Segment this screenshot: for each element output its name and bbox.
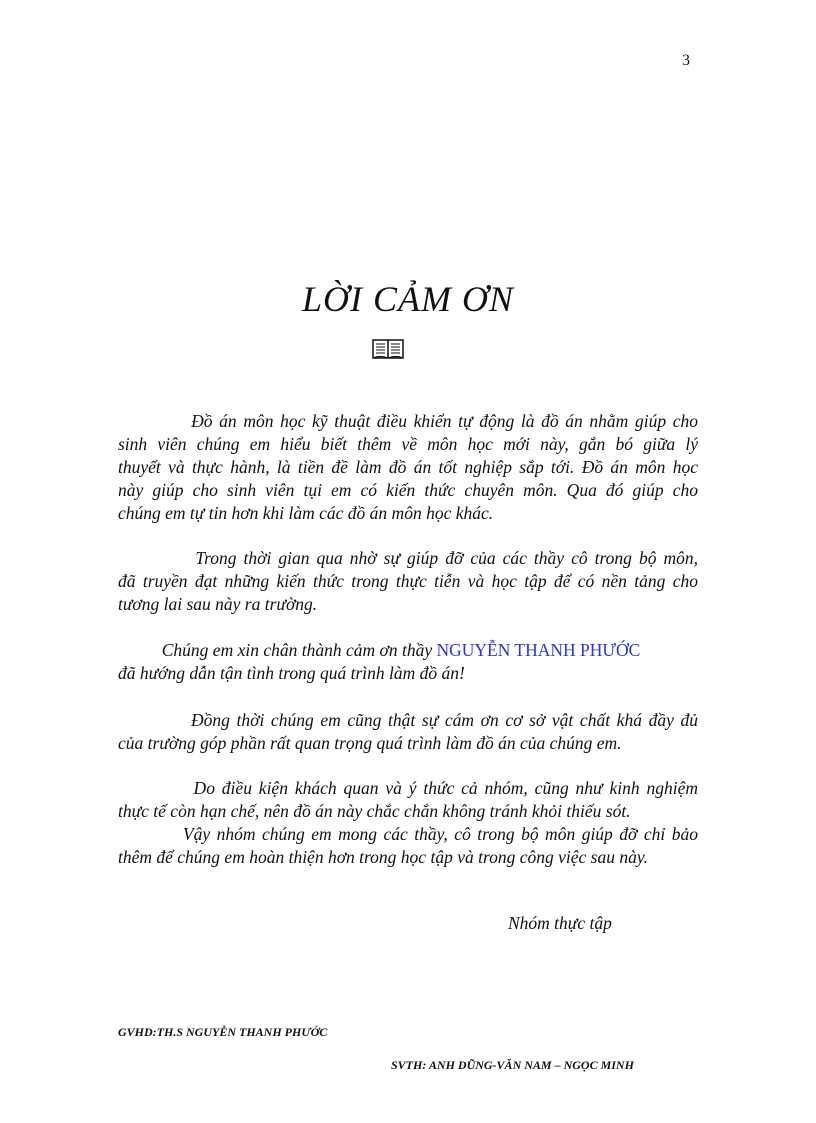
paragraph-line: Vậy nhóm chúng em mong các thầy, cô trong bộ môn giúp đỡ chỉ bảo <box>118 824 698 844</box>
paragraph-line: đã hướng dẫn tận tình trong quá trình làm đồ án! <box>118 663 465 683</box>
footer-advisor: GVHD:TH.S NGUYỄN THANH PHƯỚC <box>118 1025 328 1039</box>
page-number: 3 <box>682 52 690 69</box>
open-book-icon <box>372 338 404 360</box>
paragraph-line: chúng em tự tin hơn khi làm các đồ án môn học khác. <box>118 503 494 523</box>
teacher-name: NGUYỄN THANH PHƯỚC <box>436 640 641 660</box>
paragraph-line: thêm để chúng em hoàn thiện hơn trong học tập và trong công việc sau này. <box>118 847 649 867</box>
signature: Nhóm thực tập <box>508 913 612 933</box>
page-title: LỜI CẢM ƠN <box>301 279 514 319</box>
paragraph-line: Đồng thời chúng em cũng thật sự cám ơn cơ sở vật chất khá đầy đủ <box>118 710 698 730</box>
paragraph-line: thực tế còn hạn chế, nên đồ án này chắc chắn không tránh khỏi thiếu sót. <box>118 801 631 821</box>
paragraph-line: của trường góp phần rất quan trọng quá trình làm đồ án của chúng em. <box>118 733 622 753</box>
paragraph-intro <box>118 410 698 525</box>
paragraph-line: đã truyền đạt những kiến thức trong thực tiễn và học tập để có nền tảng cho <box>118 571 698 591</box>
paragraph-line: tương lai sau này ra trường. <box>118 594 318 614</box>
paragraph-line: sinh viên chúng em hiểu biết thêm về môn học mới này, gắn bó giữa lý <box>118 434 698 454</box>
paragraph-line <box>118 639 698 662</box>
footer-students: SVTH: ANH DŨNG-VĂN NAM – NGỌC MINH <box>391 1058 634 1072</box>
paragraph-thanks-teacher <box>118 639 698 685</box>
thanks-text: Chúng em xin chân thành cảm ơn thầy <box>118 640 437 660</box>
paragraph-line: thuyết và thực hành, là tiền đề làm đồ án tốt nghiệp sắp tới. Đồ án môn học <box>118 457 698 477</box>
paragraph-line: này giúp cho sinh viên tụi em có kiến thức chuyên môn. Qua đó giúp cho <box>118 480 698 500</box>
paragraph-line: Đồ án môn học kỹ thuật điều khiển tự động là đồ án nhằm giúp cho <box>118 411 698 431</box>
paragraph-line: Do điều kiện khách quan và ý thức cả nhóm, cũng như kinh nghiệm <box>118 778 698 798</box>
paragraph-line: Trong thời gian qua nhờ sự giúp đỡ của các thầy cô trong bộ môn, <box>118 548 698 568</box>
paragraph-thanks-school <box>118 709 698 755</box>
paragraph-thanks-faculty <box>118 547 698 616</box>
paragraph-closing <box>118 777 698 869</box>
